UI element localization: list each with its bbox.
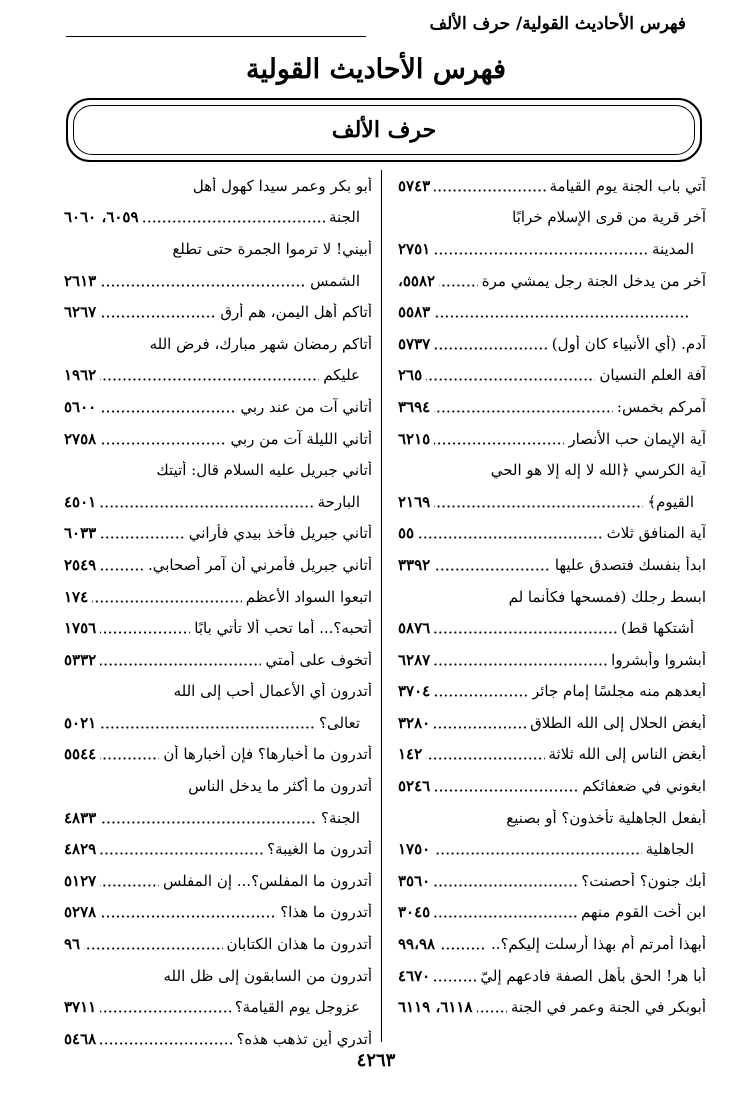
hadith-number: ٢١٦٩: [398, 492, 431, 511]
dot-leader: [100, 558, 144, 572]
entry-text: أتاني آت من عند ربي: [240, 397, 372, 416]
dot-leader: [434, 779, 578, 793]
entry-text: أتحبه؟... أما تحب ألا تأتي بابًا: [194, 619, 372, 638]
index-entry-line: [64, 991, 372, 1023]
hadith-number: ٥٥٨٣: [398, 303, 431, 322]
dot-leader: [434, 716, 526, 730]
dot-leader: [100, 621, 190, 635]
entry-text: الجنة: [329, 208, 360, 227]
entry-text: أتدرون ما أخبارها؟ فإن أخبارها أن: [163, 745, 372, 764]
hadith-number: ٣٠٤٥: [398, 903, 431, 922]
index-entry-line: [64, 739, 372, 771]
column-divider: [381, 170, 382, 1042]
index-entry-line: [398, 833, 706, 865]
dot-leader: [100, 1000, 230, 1014]
hadith-number: ٢٦١٣: [64, 271, 97, 290]
entry-text: أشتكها قط): [620, 619, 694, 638]
hadith-number: ٤٥٠١: [64, 492, 97, 511]
entry-text: أتاني جبريل عليه السلام قال: أتيتك: [156, 461, 372, 480]
dot-leader: [100, 811, 317, 825]
hadith-number: ٥٦٠٠: [64, 397, 97, 416]
entry-text: أتاني جبريل فأخذ بيدي فأراني: [188, 524, 372, 543]
hadith-number: ٣٧١١: [64, 998, 97, 1017]
hadith-number: ٥٤٦٨: [64, 1029, 97, 1048]
index-entry-line: [64, 296, 372, 328]
dot-leader: [143, 210, 325, 224]
entry-text: الشمس: [310, 271, 360, 290]
entry-text: أتدرون ما الغيبة؟: [267, 840, 372, 859]
hadith-number: ٤٨٢٩: [64, 840, 97, 859]
entry-text: آخر من يدخل الجنة رجل يمشي مرة: [481, 271, 706, 290]
entry-text: أبك جنون؟ أحصنت؟: [581, 871, 706, 890]
index-entry-line: [64, 202, 372, 234]
hadith-number: ٦٢٦٧: [64, 303, 97, 322]
index-entry-line: [398, 423, 706, 455]
hadith-number: ٩٦: [64, 935, 81, 954]
dot-leader: [418, 526, 603, 540]
hadith-number: ٣٥٦٠: [398, 871, 431, 890]
index-entry-line: [398, 170, 706, 202]
index-entry-line: [64, 486, 372, 518]
hadith-number: ٩٩،٩٨: [398, 935, 436, 954]
index-entry-line: [398, 770, 706, 802]
index-entry-line: [64, 170, 372, 202]
index-entry-line: [64, 865, 372, 897]
dot-leader: [434, 874, 577, 888]
index-entry-line: [64, 897, 372, 929]
right-column: [398, 170, 706, 1023]
hadith-number: ٢٧٥١: [398, 239, 431, 258]
entry-text: القيوم﴾: [647, 492, 694, 511]
entry-text: عليكم: [323, 366, 360, 385]
entry-text: ابسط رجلك (فمسحها فكأنما لم: [508, 587, 706, 606]
entry-text: آمركم بخمس:: [616, 397, 706, 416]
section-frame-inner: [73, 105, 695, 155]
index-entry-line: [64, 454, 372, 486]
hadith-number: ٥٧٤٣: [398, 176, 431, 195]
hadith-number: ٣٣٩٢: [398, 555, 431, 574]
hadith-number: ٢٦٥: [398, 366, 423, 385]
entry-text: أتاني جبريل فأمرني أن آمر أصحابي.: [147, 555, 372, 574]
entry-text: آتي باب الجنة يوم القيامة: [549, 176, 706, 195]
dot-leader: [100, 716, 315, 730]
entry-text: أتاكم أهل اليمن، هم أرق: [220, 303, 372, 322]
index-entry-line: [398, 486, 706, 518]
dot-leader: [434, 432, 564, 446]
index-entry-line: [398, 296, 706, 328]
index-entry-line: [64, 676, 372, 708]
dot-leader: [100, 874, 159, 888]
index-entry-line: [64, 233, 372, 265]
entry-text: أتاني الليلة آت من ربي: [230, 429, 372, 448]
entry-text: أتدرون من السابقون إلى ظل الله: [163, 966, 372, 985]
index-entry-line: [64, 581, 372, 613]
entry-text: أتدرون ما المفلس؟... إن المفلس: [162, 871, 372, 890]
dot-leader: [434, 305, 690, 319]
entry-text: آية المنافق ثلاث: [606, 524, 706, 543]
index-entry-line: [398, 391, 706, 423]
hadith-number: ٦١١٨، ٦١١٩: [398, 998, 473, 1017]
dot-leader: [434, 337, 548, 351]
hadith-number: ٦٠٥٩، ٦٠٦٠: [64, 208, 139, 227]
index-entry-line: [398, 739, 706, 771]
hadith-number: ٥٥٤٤: [64, 745, 97, 764]
entry-text: ابن أخت القوم منهم: [580, 903, 706, 922]
hadith-number: ٥١٢٧: [64, 871, 97, 890]
index-entry-line: [64, 833, 372, 865]
dot-leader: [100, 842, 263, 856]
entry-text: أبهذا أمرتم أم بهذا أرسلت إليكم؟..: [490, 935, 706, 954]
index-entry-line: [64, 328, 372, 360]
index-entry-line: [64, 770, 372, 802]
index-entry-line: [64, 423, 372, 455]
index-entry-line: [398, 644, 706, 676]
index-entry-line: [398, 676, 706, 708]
dot-leader: [100, 653, 261, 667]
entry-text: أبشروا وأبشروا: [611, 650, 706, 669]
index-entry-line: [64, 707, 372, 739]
left-column: [64, 170, 372, 1055]
entry-text: آدم. (أي الأنبياء كان أول): [551, 334, 706, 353]
entry-text: الجنة؟: [321, 808, 360, 827]
entry-text: أبعدهم منه مجلسًا إمام جائر: [531, 682, 706, 701]
dot-leader: [92, 590, 242, 604]
entry-text: أتدرون ما هذا؟: [280, 903, 372, 922]
index-entry-line: [398, 897, 706, 929]
hadith-number: ٥٨٧٦: [398, 619, 431, 638]
entry-text: الجاهلية: [645, 840, 694, 859]
hadith-number: ٥٣٣٢: [64, 650, 97, 669]
dot-leader: [434, 621, 617, 635]
dot-leader: [100, 368, 319, 382]
index-entry-line: [398, 991, 706, 1023]
hadith-number: ٥٥: [398, 524, 415, 543]
dot-leader: [434, 905, 577, 919]
dot-leader: [439, 937, 487, 951]
entry-text: أبفعل الجاهلية تأخذون؟ أو بصنيع: [506, 808, 706, 827]
hadith-number: ٣٢٨٠: [398, 713, 431, 732]
dot-leader: [100, 432, 226, 446]
hadith-number: ٦٠٣٣: [64, 524, 97, 543]
hadith-number: ٣٦٩٤: [398, 397, 431, 416]
dot-leader: [439, 274, 478, 288]
entry-text: آفة العلم النسيان: [599, 366, 706, 385]
hadith-number: ١٩٦٢: [64, 366, 97, 385]
entry-text: أبيني! لا ترموا الجمرة حتى تطلع: [172, 239, 372, 258]
index-entry-line: [398, 518, 706, 550]
index-entry-line: [64, 612, 372, 644]
index-entry-line: [398, 328, 706, 360]
dot-leader: [100, 495, 313, 509]
index-title: فهرس الأحاديث القولية: [245, 54, 507, 85]
running-header: فهرس الأحاديث القولية/ حرف الألف: [429, 14, 686, 34]
index-entry-line: [398, 802, 706, 834]
index-entry-line: [64, 928, 372, 960]
hadith-number: ٤٨٣٣: [64, 808, 97, 827]
index-entry-line: [398, 265, 706, 297]
dot-leader: [100, 747, 159, 761]
index-entry-line: [398, 549, 706, 581]
index-entry-line: [64, 644, 372, 676]
entry-text: ابغوني في ضعفائكم: [582, 777, 706, 796]
dot-leader: [100, 400, 236, 414]
hadith-number: ٥٥٨٢،: [398, 271, 436, 290]
index-entry-line: [398, 233, 706, 265]
dot-leader: [100, 526, 184, 540]
dot-leader: [434, 179, 545, 193]
hadith-number: ٣٧٠٤: [398, 682, 431, 701]
hadith-number: ٥٢٧٨: [64, 903, 97, 922]
dot-leader: [434, 653, 607, 667]
index-entry-line: [398, 360, 706, 392]
index-entry-line: [64, 960, 372, 992]
entry-text: المدينة: [651, 239, 694, 258]
index-entry-line: [64, 549, 372, 581]
entry-text: أتخوف على أمتي: [265, 650, 372, 669]
entry-text: أبغض الناس إلى الله ثلاثة: [548, 745, 706, 764]
hadith-number: ١٤٢: [398, 745, 423, 764]
dot-leader: [434, 400, 613, 414]
dot-leader: [434, 242, 648, 256]
entry-text: تعالى؟: [318, 713, 360, 732]
hadith-number: ٥٧٣٧: [398, 334, 431, 353]
index-entry-line: [64, 360, 372, 392]
section-heading: حرف الألف: [331, 117, 437, 143]
index-entry-line: [398, 454, 706, 486]
page-number: ٤٢٦٣: [356, 1050, 396, 1071]
dot-leader: [100, 305, 216, 319]
entry-text: أتدرون أي الأعمال أحب إلى الله: [173, 682, 372, 701]
entry-text: أتدرون ما أكثر ما يدخل الناس: [188, 777, 372, 796]
entry-text: أبا هر! الحق بأهل الصفة فادعهم إليّ: [480, 966, 706, 985]
index-entry-line: [398, 581, 706, 613]
header-rule: [66, 36, 366, 37]
entry-text: ابدأ بنفسك فتصدق عليها: [554, 555, 706, 574]
index-entry-line: [64, 391, 372, 423]
index-entry-line: [398, 928, 706, 960]
hadith-number: ٦٢٨٧: [398, 650, 431, 669]
index-entry-line: [398, 202, 706, 234]
index-entry-line: [64, 518, 372, 550]
dot-leader: [426, 368, 595, 382]
dot-leader: [434, 969, 476, 983]
index-entry-line: [398, 960, 706, 992]
dot-leader: [100, 1032, 232, 1046]
hadith-number: ٥٢٤٦: [398, 777, 431, 796]
entry-text: آخر قرية من قرى الإسلام خرابًا: [512, 208, 706, 227]
dot-leader: [84, 937, 222, 951]
index-entry-line: [398, 865, 706, 897]
entry-text: أتاكم رمضان شهر مبارك، فرض الله: [149, 334, 372, 353]
section-frame: [66, 98, 702, 162]
dot-leader: [426, 747, 544, 761]
dot-leader: [434, 842, 641, 856]
index-entry-line: [64, 265, 372, 297]
index-entry-line: [398, 612, 706, 644]
entry-text: آية الكرسي ﴿الله لا إله إلا هو الحي: [490, 461, 706, 480]
dot-leader: [434, 558, 551, 572]
dot-leader: [434, 684, 528, 698]
hadith-number: ٦٢١٥: [398, 429, 431, 448]
hadith-number: ٤٦٧٠: [398, 966, 431, 985]
index-entry-line: [398, 707, 706, 739]
hadith-number: ١٧٥٠: [398, 840, 431, 859]
hadith-number: ١٧٤: [64, 587, 89, 606]
hadith-number: ٢٥٤٩: [64, 555, 97, 574]
entry-text: آية الإيمان حب الأنصار: [568, 429, 706, 448]
dot-leader: [434, 495, 643, 509]
hadith-number: ١٧٥٦: [64, 619, 97, 638]
dot-leader: [477, 1000, 507, 1014]
entry-text: البارحة: [317, 492, 360, 511]
hadith-number: ٢٧٥٨: [64, 429, 97, 448]
entry-text: عزوجل يوم القيامة؟: [234, 998, 360, 1017]
entry-text: اتبعوا السواد الأعظم: [245, 587, 372, 606]
dot-leader: [100, 274, 306, 288]
entry-text: أبو بكر وعمر سيدا كهول أهل: [192, 176, 372, 195]
entry-text: أبغض الحلال إلى الله الطلاق: [530, 713, 706, 732]
entry-text: أتدري أين تذهب هذه؟: [236, 1029, 372, 1048]
entry-text: أبوبكر في الجنة وعمر في الجنة: [510, 998, 706, 1017]
index-entry-line: [64, 802, 372, 834]
dot-leader: [100, 905, 276, 919]
entry-text: أتدرون ما هذان الكتابان: [226, 935, 372, 954]
hadith-number: ٥٠٢١: [64, 713, 97, 732]
